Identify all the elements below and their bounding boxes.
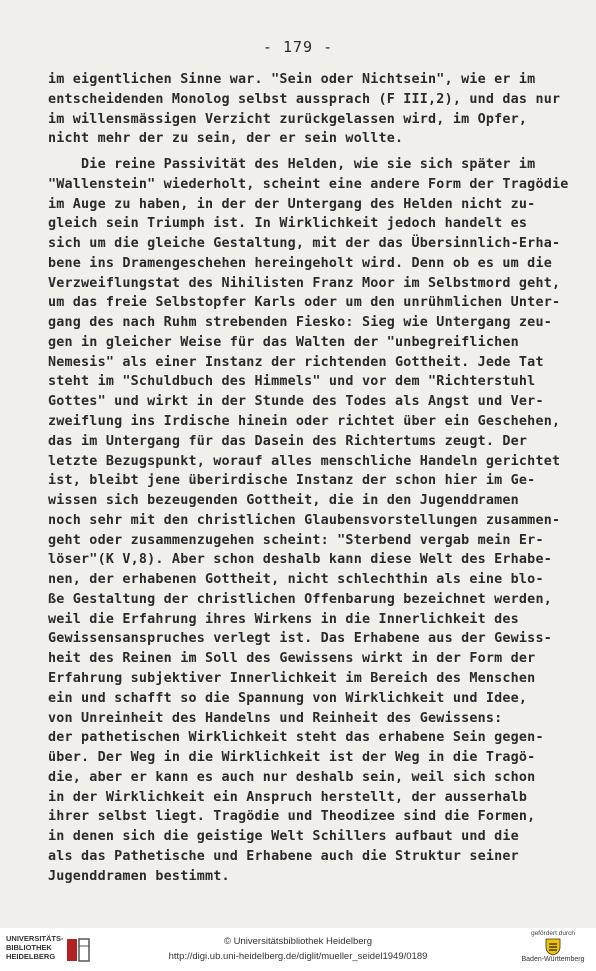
text-line: über. Der Weg in die Wirklichkeit ist der Weg in die Tragö- <box>48 750 536 766</box>
logo-line-1: UNIVERSITÄTS- <box>6 934 64 943</box>
text-line: im Auge zu haben, in der der Untergang des Helden nicht zu- <box>48 196 536 212</box>
text-line: in denen sich die geistige Welt Schillers aufbaut und die <box>48 829 519 845</box>
text-line: ihrer selbst liegt. Tragödie und Theodizee sind die Formen, <box>48 809 536 825</box>
text-line: das im Untergang für das Dasein des Richtertums zeugt. Der <box>48 433 528 449</box>
text-line: Nemesis" als einer Instanz der richtenden Gottheit. Jede Tat <box>48 354 544 370</box>
copyright-notice: © Universitätsbibliothek Heidelberg <box>224 936 372 947</box>
coat-of-arms-icon <box>545 938 561 956</box>
text-line: gen in gleicher Weise für das Walten der "unbegreiflichen <box>48 334 519 350</box>
text-line: Jugenddramen bestimmt. <box>48 868 230 884</box>
text-line: im willensmässigen Verzicht zurückgelassen wird, im Opfer, <box>48 111 528 127</box>
logo-line-3: HEIDELBERG <box>6 952 56 961</box>
text-line: löser"(K V,8). Aber schon deshalb kann diese Welt des Erhabe- <box>48 552 552 568</box>
text-line: ist, bleibt jene überirdische Instanz der schon hier im Ge- <box>48 473 536 489</box>
text-line: Verzweiflungstat des Nihilisten Franz Moor im Selbstmord geht, <box>48 275 561 291</box>
text-line: steht im "Schuldbuch des Himmels" und vor dem "Richterstuhl <box>48 374 536 390</box>
text-line: als das Pathetische und Erhabene auch die Struktur seiner <box>48 848 519 864</box>
text-line: gang des nach Ruhm strebenden Fiesko: Sieg wie Untergang zeu- <box>48 315 552 331</box>
text-line: Gottes" und wirkt in der Stunde des Todes als Angst und Ver- <box>48 394 544 410</box>
text-line: zweiflung ins Irdische hinein oder richtet über ein Geschehen, <box>48 414 561 430</box>
logo-line-2: BIBLIOTHEK <box>6 943 52 952</box>
text-line: der pathetischen Wirklichkeit steht das erhabene Sein gegen- <box>48 730 544 746</box>
text-line: sich um die gleiche Gestaltung, mit der das Übersinnlich-Erha- <box>48 236 561 252</box>
text-line: heit des Reinen im Soll des Gewissens wirkt in der Form der <box>48 651 536 667</box>
permalink-url[interactable]: http://digi.ub.uni-heidelberg.de/diglit/mueller_seidel1949/0189 <box>168 951 428 962</box>
text-line: bene ins Dramengeschehen hereingeholt wird. Denn ob es um die <box>48 255 552 271</box>
text-line: geht oder zusammenzugehen scheint: "Sterbend vergab mein Er- <box>48 532 544 548</box>
text-line: wissen sich bezeugenden Gottheit, die in den Jugenddramen <box>48 493 519 509</box>
text-line: ein und schafft so die Spannung von Wirklichkeit und Idee, <box>48 690 528 706</box>
text-line: Die reine Passivität des Helden, wie sie sich später im <box>48 157 536 173</box>
text-line: nen, der erhabenen Gottheit, nicht schlechthin als eine blo- <box>48 572 544 588</box>
text-line: letzte Bezugspunkt, worauf alles menschliche Handeln gerichtet <box>48 453 561 469</box>
text-line: die, aber er kann es auch nur deshalb sein, weil sich schon <box>48 769 536 785</box>
funding-badge <box>518 930 588 970</box>
text-line: in der Wirklichkeit ein Anspruch herstellt, der ausserhalb <box>48 789 528 805</box>
funding-label: gefördert durch <box>530 930 576 937</box>
text-line: weil die Erfahrung ihres Wirkens in die Innerlichkeit des <box>48 611 519 627</box>
text-line: Erfahrung subjektiver Innerlichkeit im Bereich des Menschen <box>48 670 536 686</box>
page-number: - 179 - <box>262 38 334 56</box>
text-line: Gewissensanspruches verlegt ist. Das Erhabene aus der Gewiss- <box>48 631 552 647</box>
text-line: von Unreinheit des Handelns und Reinheit des Gewissens: <box>48 710 503 726</box>
funding-name: Baden-Württemberg <box>521 956 585 963</box>
text-line: gleich sein Triumph ist. In Wirklichkeit jedoch handelt es <box>48 216 528 232</box>
text-line: nicht mehr der zu sein, der er sein wollte. <box>48 131 404 147</box>
body-text <box>48 70 588 886</box>
text-line: noch sehr mit den christlichen Glaubensvorstellungen zusammen- <box>48 512 561 528</box>
text-line: entscheidenden Monolog selbst aussprach (F III,2), und das nur <box>48 91 561 107</box>
viewer-footer <box>0 928 596 971</box>
text-line: im eigentlichen Sinne war. "Sein oder Nichtsein", wie er im <box>48 72 536 87</box>
text-line: "Wallenstein" wiederholt, scheint eine andere Form der Tragödie <box>48 176 569 192</box>
text-line: um das freie Selbstopfer Karls oder um den unrühmlichen Unter- <box>48 295 561 311</box>
text-line: ße Gestaltung der christlichen Offenbarung bezeichnet werden, <box>48 591 552 607</box>
